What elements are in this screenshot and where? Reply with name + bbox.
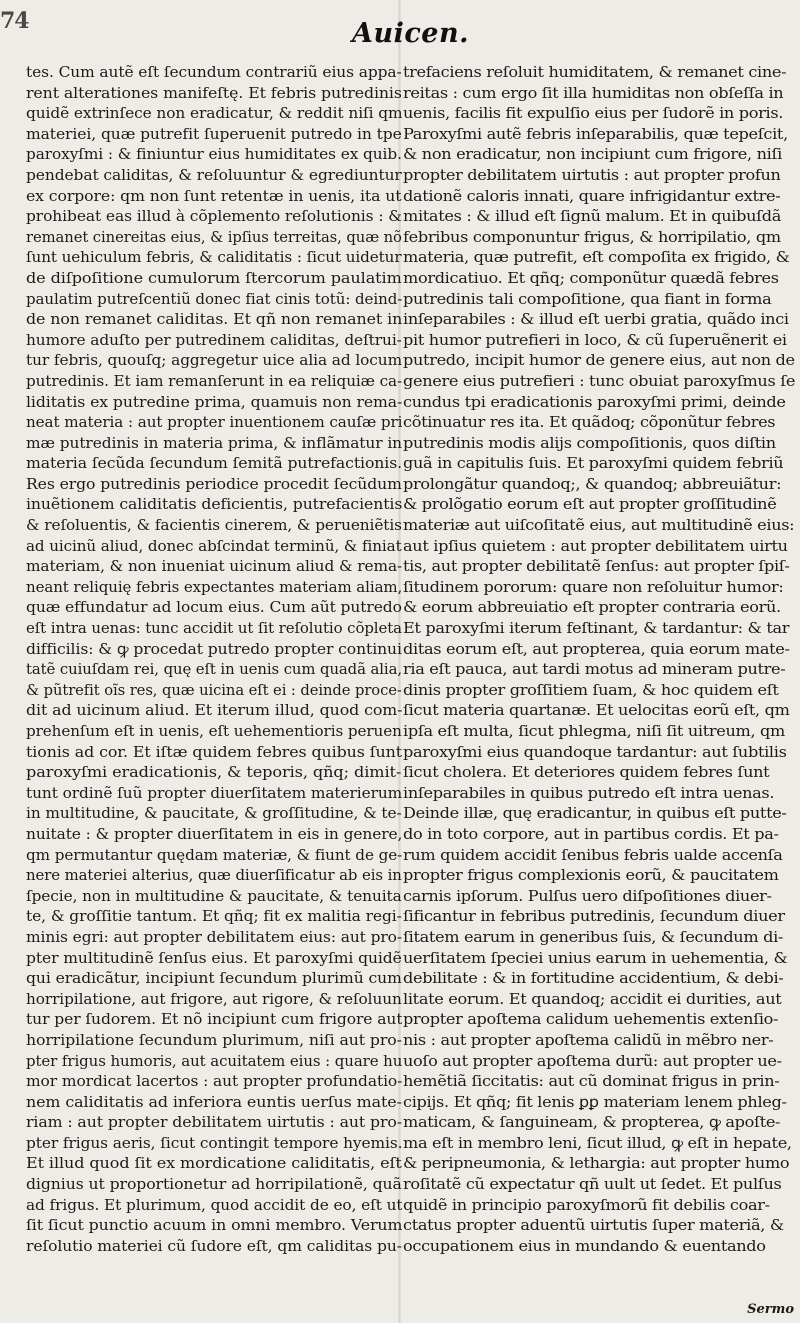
text-line: do in toto corpore, aut in partibus cordis. Et pa- [403,824,779,843]
text-line: uoſo aut propter apoſtema durũ: aut propter ue- [403,1051,782,1070]
text-line: humore aduſto per putredinem caliditas, deſtrui- [26,330,402,349]
text-line: qm permutantur quędam materiæ, & fiunt de ge- [26,845,402,864]
text-line: putredo, incipit humor de genere eius, aut non de [403,351,795,370]
text-line: minis egri: aut propter debilitatem eius: aut pro- [26,927,402,946]
text-line: pter frigus aeris, ſicut contingit tempore hyemis. [26,1133,402,1152]
text-line: quidẽ extrinſece non eradicatur, & reddit niſi qm [26,104,402,123]
running-head: Auicen. [352,18,469,49]
text-line: pendebat caliditas, & reſoluuntur & egrediuntur [26,165,402,184]
text-line: neant reliquię febris expectantes materiam aliam, [26,577,402,596]
text-line: Res ergo putredinis periodice procedit ſecũdum [26,474,402,493]
text-line: Deinde illæ, quę eradicantur, in quibus eſt putte- [403,804,787,823]
text-line: de diſpoſitione cumulorum ſtercorum paulatim [26,268,402,287]
text-line: roſitatẽ cũ expectatur qñ uult ut ſedet. Et pulſus [403,1175,782,1194]
text-line: propter debilitatem uirtutis : aut propter profun [403,165,781,184]
text-line: & prolõgatio eorum eſt aut propter groſſitudinẽ [403,495,777,514]
text-line: ſpecie, non in multitudine & paucitate, & tenuita [26,886,402,905]
text-line: liditatis ex putredine prima, quamuis non rema- [26,392,402,411]
text-line: ria eſt pauca, aut tardi motus ad mineram putre- [403,660,786,679]
text-line: quæ effundatur ad locum eius. Cum aũt putredo [26,598,402,617]
text-line: horripilatione, aut frigore, aut rigore, & reſoluun [26,989,402,1008]
text-line: ditas eorum eſt, aut propterea, quia eorum mate- [403,639,790,658]
right-text-column [403,62,797,1312]
text-line: materiam, & non inueniat uicinum aliud & rema- [26,557,402,576]
text-line: ſicut cholera. Et deteriores quidem febres ſunt [403,763,770,782]
text-line: difficilis: & ꝙ procedat putredo propter continui [26,639,402,658]
text-line: quidẽ in principio paroxyſmorũ fit debilis coar- [403,1195,770,1214]
text-line: de non remanet caliditas. Et qñ non remanet in [26,310,402,329]
text-line: tionis ad cor. Et iſtæ quidem febres quibus ſunt [26,742,402,761]
text-line: riam : aut propter debilitatem uirtutis : aut pro- [26,1113,402,1132]
text-line: & peripneumonia, & lethargia: aut propter humo [403,1154,790,1173]
text-line: propter apoſtema calidum uehementis extenſio- [403,1010,779,1029]
text-line: ex corpore: qm non ſunt retentæ in uenis, ita ut [26,186,402,205]
text-line: eſt intra uenas: tunc accidit ut ſit reſolutio cõpleta [26,619,402,638]
text-line: putredinis modis alijs compoſitionis, quos diſtin [403,433,776,452]
text-line: paroxyſmi eradicationis, & teporis, qñq; dimit- [26,763,402,782]
text-line: aut ipſius quietem : aut propter debilitatem uirtu [403,536,788,555]
text-line: mæ putredinis in materia prima, & inflãmatur in [26,433,402,452]
text-line: dignius ut proportionetur ad horripilationẽ, quã [26,1175,402,1194]
text-line: putredinis. Et iam remanſerunt in ea reliquiæ ca- [26,371,402,390]
text-line: tunt ordinẽ ſuũ propter diuerſitatem materierum [26,783,402,802]
text-line: Et paroxyſmi iterum feſtinant, & tardantur: & tar [403,619,790,638]
text-line: dinis propter groſſitiem ſuam, & hoc quidem eſt [403,680,779,699]
text-line: te, & groſſitie tantum. Et qñq; fit ex malitia regi- [26,907,402,926]
text-line: ſit ſicut punctio acuum in omni membro. Verum [26,1216,402,1235]
text-line: litate eorum. Et quandoq; accidit ei durities, aut [403,989,782,1008]
text-line: ſificantur in febribus putredinis, ſecundum diuer [403,907,785,926]
text-line: prehenſum eſt in uenis, eſt uehementioris peruen [26,722,402,740]
text-line: prohibeat eas illud à cõplemento reſolutionis : & [26,207,402,226]
text-line: inuẽtionem caliditatis deficientis, putrefacientis [26,495,402,514]
text-line: ſitudinem pororum: quare non reſoluitur humor: [403,577,784,596]
text-line: trefaciens reſoluit humiditatem, & remanet cine- [403,63,787,81]
text-line: febribus componuntur frigus, & horripilatio, qm [403,227,781,246]
text-line: ma eſt in membro leni, ſicut illud, ꝙ eſt in hepate, [403,1133,792,1152]
text-line: qui eradicãtur, incipiunt ſecundum plurimũ cum [26,969,402,988]
text-line: ſitatem earum in generibus ſuis, & ſecundum di- [403,927,784,946]
text-line: dit ad uicinum aliud. Et iterum illud, quod com- [26,701,402,720]
text-line: putredinis tali compoſitione, qua fiant in forma [403,289,772,308]
text-line: dationẽ caloris innati, quare infrigidantur extre- [403,186,781,205]
text-line: maticam, & ſanguineam, & propterea, ꝙ apoſte- [403,1113,781,1132]
text-line: in multitudine, & paucitate, & groſſitudine, & te- [26,804,402,823]
text-line: remanet cinereitas eius, & ipſius terreitas, quæ nõ [26,227,402,246]
text-line: ſicut materia quartanæ. Et uelocitas eorũ eſt, qm [403,701,790,720]
text-line: ad uicinũ aliud, donec abſcindat terminũ, & finiat [26,536,402,555]
text-line: genere eius putrefieri : tunc obuiat paroxyſmus ſe [403,371,796,390]
text-line: occupationem eius in mundando & euentando [403,1236,766,1255]
text-line: ad frigus. Et plurimum, quod accidit de eo, eſt ut [26,1195,402,1214]
text-line: neat materia : aut propter inuentionem cauſæ pri [26,413,402,432]
folio-number: 74 [0,8,29,34]
text-line: uerſitatem ſpeciei unius earum in uehementia, & [403,948,788,967]
text-line: mor mordicat lacertos : aut propter profundatio- [26,1072,402,1091]
text-line: ſunt uehiculum febris, & caliditatis : ſicut uidetur [26,248,402,267]
text-line: nere materiei alterius, quæ diuerſificatur ab eis in [26,866,402,885]
text-line: ipſa eſt multa, ſicut phlegma, niſi ſit uitreum, qm [403,722,785,740]
text-line: cõtinuatur res ita. Et quãdoq; cõponũtur febres [403,413,776,432]
text-line: tatẽ cuiuſdam rei, quę eſt in uenis cum quadã alia, [26,660,402,679]
text-line: materiæ aut uiſcoſitatẽ eius, aut multitudinẽ eius: [403,516,795,535]
text-line: propter frigus complexionis eorũ, & paucitatem [403,866,779,885]
text-line: mitates : & illud eſt ſignũ malum. Et in quibuſdã [403,207,782,226]
text-line: & pũtrefit oĩs res, quæ uicina eſt ei : deinde proce- [26,680,402,699]
text-line: cundus tpi eradicationis paroxyſmi primi, deinde [403,392,786,411]
text-line: paulatim putreſcentiũ donec fiat cinis totũ: deind- [26,289,402,308]
text-line: & eorum abbreuiatio eſt propter contraria eorũ. [403,598,781,617]
text-line: tes. Cum autẽ eſt ſecundum contrariũ eius appa- [26,63,402,81]
text-line: nis : aut propter apoſtema calidũ in mẽbro ner- [403,1030,774,1049]
text-line: reitas : cum ergo ſit illa humiditas non obſeſſa in [403,83,784,102]
text-line: Paroxyſmi autẽ febris inſeparabilis, quæ tepeſcit, [403,124,788,143]
text-line: nem caliditatis ad inferiora euntis uerſus mate- [26,1092,402,1111]
text-line: & non eradicatur, non incipiunt cum frigore, niſi [403,145,782,164]
text-line: materia, quæ putrefit, eſt compoſita ex frigido, & [403,248,790,267]
text-line: & reſoluentis, & facientis cinerem, & perueniẽtis [26,516,402,535]
text-line: pit humor putrefieri in loco, & cũ ſuperuẽnerit ei [403,330,787,349]
text-line: debilitate : & in fortitudine accidentium, & debi- [403,969,784,988]
text-line: nuitate : & propter diuerſitatem in eis in genere, [26,824,402,843]
text-line: ctatus propter aduentũ uirtutis ſuper materiã, & [403,1216,784,1235]
text-line: horripilatione ſecundum plurimum, niſi aut pro- [26,1030,402,1049]
text-line: rent alterationes manifeſtę. Et febris putredinis [26,83,402,102]
text-line: pter frigus humoris, aut acuitatem eius : quare hu [26,1051,402,1070]
left-text-column [26,62,402,1312]
text-line: materiei, quæ putrefit ſuperuenit putredo in tpe [26,124,402,143]
text-line: guã in capitulis ſuis. Et paroxyſmi quidem febriũ [403,454,784,473]
text-line: reſolutio materiei cũ ſudore eſt, qm caliditas pu- [26,1236,402,1255]
text-line: inſeparabiles : & illud eſt uerbi gratia, quãdo inci [403,310,789,329]
catchword: Sermo [747,1302,794,1317]
text-line: materia ſecũda ſecundum ſemitã putrefactionis. [26,454,402,473]
text-line: uenis, facilis fit expulſio eius per ſudorẽ in poris. [403,104,784,123]
text-line: pter multitudinẽ ſenſus eius. Et paroxyſmi quidẽ [26,948,402,967]
text-line: mordicatiuo. Et qñq; componũtur quædã febres [403,268,779,287]
text-line: cipijs. Et qñq; fit lenis ꝑꝑ materiam lenem phleg- [403,1092,787,1111]
text-line: tur per ſudorem. Et nõ incipiunt cum frigore aut [26,1010,402,1029]
text-line: carnis ipſorum. Pulſus uero diſpoſitiones diuer- [403,886,772,905]
text-line: Et illud quod ſit ex mordicatione caliditatis, eſt [26,1154,402,1173]
text-line: tis, aut propter debilitatẽ ſenſus: aut propter ſpiſ- [403,557,790,576]
text-line: paroxyſmi : & finiuntur eius humiditates ex quib. [26,145,402,164]
text-line: paroxyſmi eius quandoque tardantur: aut ſubtilis [403,742,787,761]
text-line: prolongãtur quandoq;, & quandoq; abbreuiãtur: [403,474,782,493]
text-line: inſeparabiles in quibus putredo eſt intra uenas. [403,783,775,802]
text-line: tur febris, quouſq; aggregetur uice alia ad locum [26,351,402,370]
text-line: hemẽtiã ſiccitatis: aut cũ dominat frigus in prin- [403,1072,780,1091]
text-line: rum quidem accidit ſenibus febris ualde accenſa [403,845,783,864]
